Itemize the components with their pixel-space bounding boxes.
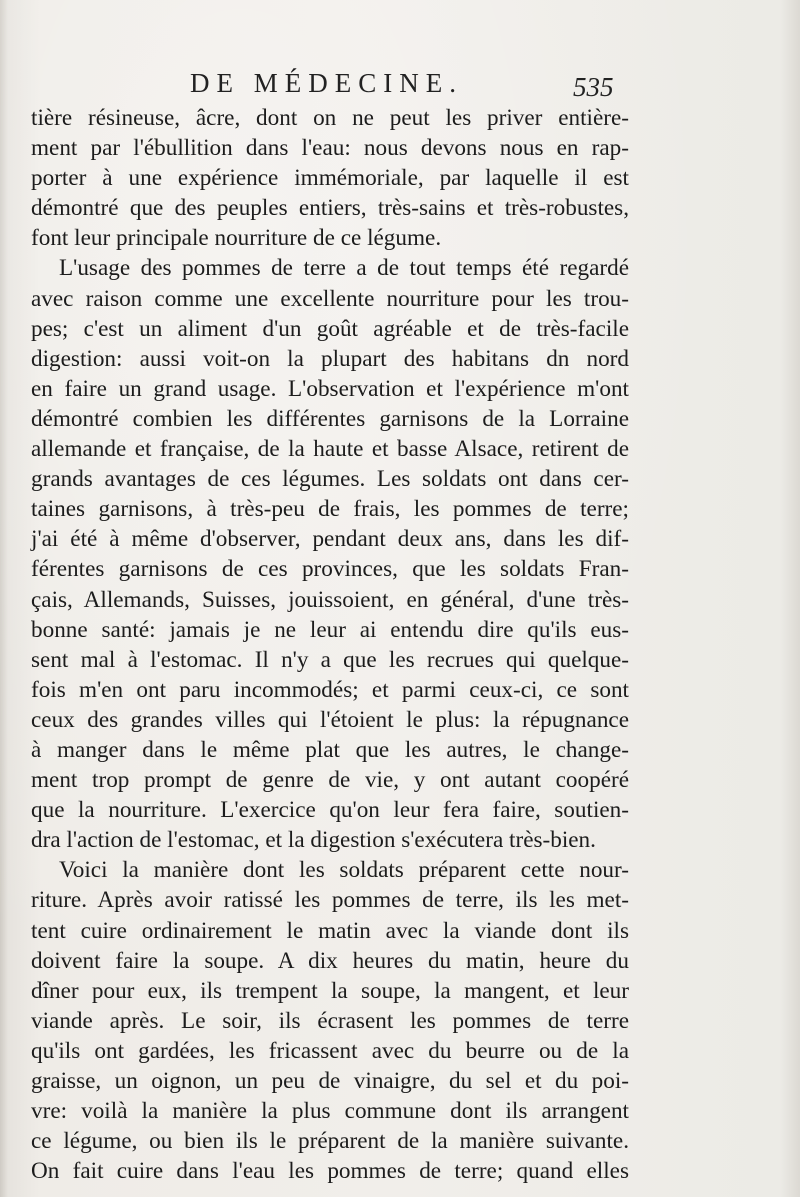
text-line: ce légume, ou bien ils le préparent de la manière suivante. — [31, 1128, 629, 1155]
text-line: viande après. Le soir, ils écrasent les pommes de terre — [31, 1007, 629, 1034]
text-line: çais, Allemands, Suisses, jouissoient, en général, d'une très- — [31, 586, 629, 613]
text-line: à manger dans le même plat que les autres, le change- — [31, 736, 629, 763]
text-line: On fait cuire dans l'eau les pommes de terre; quand elles — [31, 1158, 629, 1185]
text-line: que la nourriture. L'exercice qu'on leur fera faire, soutien- — [31, 797, 629, 824]
text-line: bonne santé: jamais je ne leur ai entendu dire qu'ils eus- — [31, 616, 629, 643]
text-line: ment trop prompt de genre de vie, y ont autant coopéré — [31, 767, 629, 794]
text-line: Voici la manière dont les soldats préparent cette nour- — [59, 857, 629, 884]
text-line: avec raison comme une excellente nourriture pour les trou- — [31, 285, 629, 312]
text-line: tent cuire ordinairement le matin avec la viande dont ils — [31, 917, 629, 944]
text-line: graisse, un oignon, un peu de vinaigre, du sel et du poi- — [31, 1068, 629, 1094]
text-line: grands avantages de ces légumes. Les soldats ont dans cer- — [31, 466, 629, 493]
text-line: digestion: aussi voit-on la plupart des habitans dn nord — [31, 345, 629, 372]
text-line: taines garnisons, à très-peu de frais, les pommes de terre; — [31, 496, 629, 523]
text-line: riture. Après avoir ratissé les pommes de terre, ils les met- — [31, 887, 629, 914]
text-line: tière résineuse, âcre, dont on ne peut les priver entière- — [31, 105, 629, 131]
text-line: j'ai été à même d'observer, pendant deux ans, dans les dif- — [31, 526, 629, 553]
text-line: pes; c'est un aliment d'un goût agréable et de très-facile — [31, 315, 629, 342]
text-line: férentes garnisons de ces provinces, que les soldats Fran- — [31, 556, 629, 583]
text-line: dra l'action de l'estomac, et la digestion s'exécutera très-bien. — [31, 827, 596, 854]
text-line: en faire un grand usage. L'observation et l'expérience m'ont — [31, 375, 629, 402]
page-header — [0, 68, 800, 108]
body-text — [31, 103, 629, 1186]
text-line: fois m'en ont paru incommodés; et parmi ceux-ci, ce sont — [31, 676, 629, 703]
text-line: démontré que des peuples entiers, très-sains et très-robustes, — [31, 195, 629, 222]
text-line: dîner pour eux, ils trempent la soupe, la mangent, et leur — [31, 977, 629, 1004]
text-line: vre: voilà la manière la plus commune dont ils arrangent — [31, 1098, 629, 1125]
page-number: 535 — [573, 72, 614, 102]
text-line: font leur principale nourriture de ce légume. — [31, 225, 442, 252]
running-head: DE MÉDECINE. — [190, 68, 463, 98]
text-line: ceux des grandes villes qui l'étoient le plus: la répugnance — [31, 706, 629, 733]
text-line: ment par l'ébullition dans l'eau: nous devons nous en rap- — [31, 135, 629, 162]
text-line: doivent faire la soupe. A dix heures du matin, heure du — [31, 947, 629, 974]
text-line: porter à une expérience immémoriale, par laquelle il est — [31, 165, 629, 192]
text-line: démontré combien les différentes garnisons de la Lorraine — [31, 405, 629, 432]
text-line: sent mal à l'estomac. Il n'y a que les recrues qui quelque- — [31, 646, 629, 673]
text-line: qu'ils ont gardées, les fricassent avec du beurre ou de la — [31, 1037, 629, 1064]
text-line: L'usage des pommes de terre a de tout temps été regardé — [59, 255, 629, 282]
text-line: allemande et française, de la haute et basse Alsace, retirent de — [31, 436, 629, 463]
